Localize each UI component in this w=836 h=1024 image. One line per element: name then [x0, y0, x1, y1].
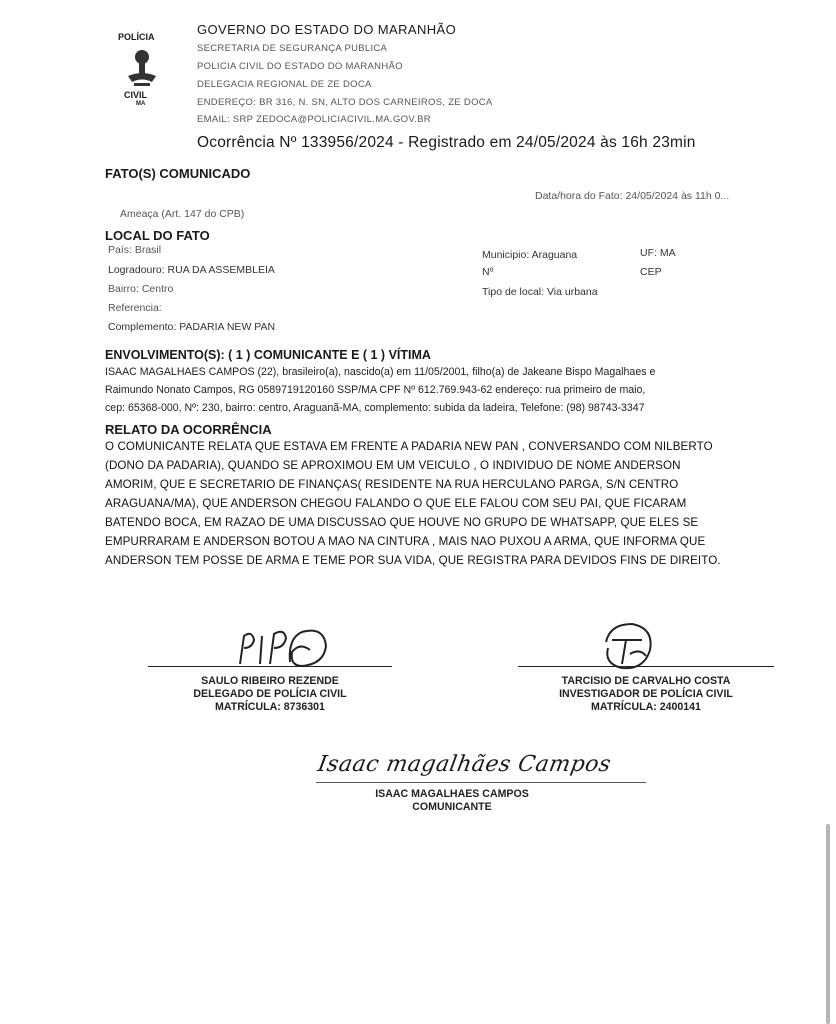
investigador-id: MATRÍCULA: 2400141 [591, 701, 701, 713]
emblem-state-text: MA [136, 101, 146, 107]
address-line: ENDEREÇO: BR 316, N. SN, ALTO DOS CARNEIROS, ZE DOCA [197, 97, 493, 108]
local-complemento: Complemento: PADARIA NEW PAN [108, 321, 276, 333]
delegado-signature-graphic [230, 622, 350, 672]
relato-line: O COMUNICANTE RELATA QUE ESTAVA EM FRENTE A PADARIA NEW PAN , CONVERSANDO COM NILBERTO [105, 440, 713, 453]
envolvimento-title: ENVOLVIMENTO(S): ( 1 ) COMUNICANTE E ( 1 ) VÍTIMA [105, 348, 431, 362]
delegado-id: MATRÍCULA: 8736301 [215, 701, 325, 713]
delegacia-line: DELEGACIA REGIONAL DE ZE DOCA [197, 79, 372, 90]
emblem-bottom-text: CIVIL [124, 90, 148, 100]
fato-datetime: Data/hora do Fato: 24/05/2024 às 11h 0... [535, 190, 730, 202]
local-cep: CEP [640, 266, 662, 278]
relato-line: (DONO DA PADARIA), QUANDO SE APROXIMOU EM UM VEICULO , O INDIVIDUO DE NOME ANDERSON [105, 459, 681, 472]
local-pais: País: Brasil [108, 244, 162, 256]
local-uf: UF: MA [640, 247, 676, 259]
relato-line: EMPURRARAM E ANDERSON BOTOU A MAO NA CINTURA , MAIS NAO PUXOU A ARMA, QUE INFORMA QUE [105, 535, 706, 548]
emblem-top-text: POLÍCIA [118, 32, 155, 42]
envolvimento-line: Raimundo Nonato Campos, RG 0589719120160 SSP/MA CPF Nº 612.769.943-62 endereço: rua primeiro de maio, [105, 384, 646, 396]
relato-title: RELATO DA OCORRÊNCIA [105, 422, 272, 437]
fato-title: FATO(S) COMUNICADO [105, 166, 251, 181]
local-bairro: Bairro: Centro [108, 283, 174, 295]
signature-underline-bottom [316, 782, 646, 783]
comunicante-name: ISAAC MAGALHAES CAMPOS [375, 788, 529, 800]
relato-line: AMORIM, QUE E SECRETARIO DE FINANÇAS( RESIDENTE NA RUA HERCULANO PARGA, S/N CENTRO [105, 478, 679, 491]
delegado-name: SAULO RIBEIRO REZENDE [201, 675, 339, 687]
envolvimento-line: cep: 65368-000, Nº: 230, bairro: centro, Araguanã-MA, complemento: subida da ladeira, Telefone: (98) 98743-3347 [105, 402, 645, 414]
local-title: LOCAL DO FATO [105, 228, 210, 243]
investigador-name: TARCISIO DE CARVALHO COSTA [561, 675, 731, 687]
relato-line: ARAGUANA/MA), QUE ANDERSON CHEGOU FALANDO O QUE ELE FALOU COM SEU PAI, QUE FICARAM [105, 497, 687, 510]
comunicante-role: COMUNICANTE [412, 801, 492, 813]
local-referencia: Referencia: [108, 302, 162, 314]
relato-line: BATENDO BOCA, EM RAZAO DE UMA DISCUSSAO QUE HOUVE NO GRUPO DE WHATSAPP, QUE ELES SE [105, 516, 699, 529]
investigador-role: INVESTIGADOR DE POLÍCIA CIVIL [559, 688, 733, 700]
local-logradouro: Logradouro: RUA DA ASSEMBLEIA [108, 264, 275, 276]
signature-line-right [518, 666, 774, 667]
envolvimento-line: ISAAC MAGALHAES CAMPOS (22), brasileiro(a), nascido(a) em 11/05/2001, filho(a) de Jakeane Bispo Magalhaes e [105, 366, 656, 378]
local-numero: Nº [482, 266, 494, 278]
fato-crime: Ameaça (Art. 147 do CPB) [120, 208, 245, 220]
police-line: POLICIA CIVIL DO ESTADO DO MARANHÃO [197, 61, 403, 72]
police-emblem [112, 30, 172, 120]
secretariat-line: SECRETARIA DE SEGURANÇA PUBLICA [197, 43, 388, 54]
delegado-role: DELEGADO DE POLÍCIA CIVIL [193, 688, 347, 700]
badge-icon [122, 46, 162, 90]
email-line: EMAIL: SRP ZEDOCA@POLICIACIVIL.MA.GOV.BR [197, 114, 431, 125]
comunicante-handwritten-signature: Isaac magalhães Campos [315, 752, 613, 777]
scrollbar[interactable] [826, 824, 830, 1024]
local-tipo: Tipo de local: Via urbana [482, 286, 598, 298]
occurrence-number: Ocorrência Nº 133956/2024 - Registrado em 24/05/2024 às 16h 23min [197, 134, 696, 151]
signature-line-left [148, 666, 392, 667]
government-title: GOVERNO DO ESTADO DO MARANHÃO [197, 22, 457, 37]
relato-line: ANDERSON TEM POSSE DE ARMA E TEME POR SUA VIDA, QUE REGISTRA PARA DEVIDOS FINS DE DIREITO. [105, 554, 721, 567]
local-municipio: Municipio: Araguana [482, 249, 578, 261]
